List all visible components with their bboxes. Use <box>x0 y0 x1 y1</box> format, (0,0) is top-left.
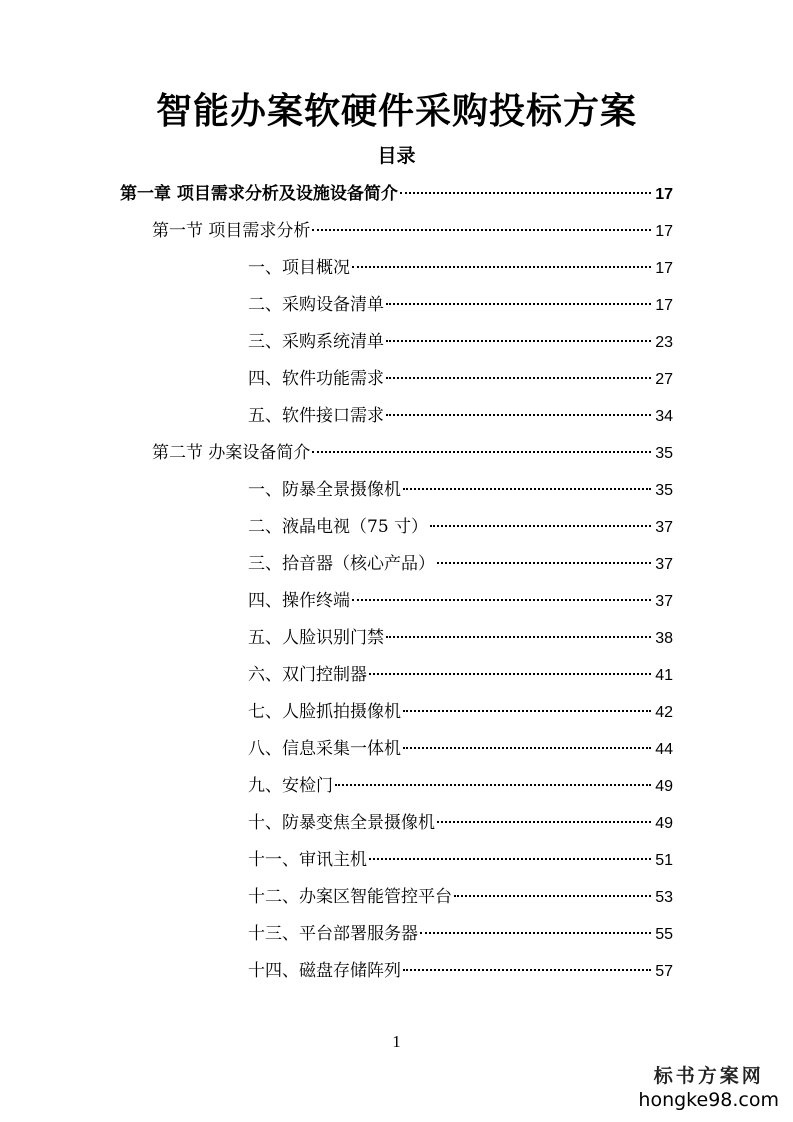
toc-entry-label: 一、防暴全景摄像机 <box>248 480 401 500</box>
toc-entry-item[interactable] <box>248 879 673 916</box>
toc-entry-page: 35 <box>655 482 673 499</box>
watermark-name: 标书方案网 <box>653 1065 764 1087</box>
toc-entry-page: 55 <box>655 926 673 943</box>
toc-entry-item[interactable] <box>248 546 673 583</box>
toc-entry-item[interactable] <box>248 657 673 694</box>
toc-entry-item[interactable] <box>248 398 673 435</box>
dot-leader <box>437 561 651 564</box>
toc-entry-page: 34 <box>655 408 673 425</box>
toc-entry-page: 37 <box>655 519 673 536</box>
toc-entry-page: 27 <box>655 371 673 388</box>
toc-entry-section[interactable] <box>152 435 673 472</box>
toc-entry-label: 六、双门控制器 <box>248 665 367 685</box>
toc-entry-item[interactable] <box>248 250 673 287</box>
toc-entry-page: 17 <box>655 223 673 240</box>
toc-entry-page: 44 <box>655 741 673 758</box>
toc-entry-page: 17 <box>655 186 673 203</box>
toc-entry-page: 35 <box>655 445 673 462</box>
toc-entry-item[interactable] <box>248 731 673 768</box>
dot-leader <box>352 265 651 268</box>
toc-entry-item[interactable] <box>248 361 673 398</box>
toc-entry-page: 49 <box>655 778 673 795</box>
dot-leader <box>437 820 651 823</box>
toc-entry-page: 37 <box>655 593 673 610</box>
toc-entry-item[interactable] <box>248 916 673 953</box>
dot-leader <box>403 709 651 712</box>
dot-leader <box>386 376 651 379</box>
toc-entry-item[interactable] <box>248 768 673 805</box>
toc-entry-label: 九、安检门 <box>248 776 333 796</box>
dot-leader <box>420 931 651 934</box>
toc-entry-label: 五、人脸识别门禁 <box>248 628 384 648</box>
dot-leader <box>312 450 651 453</box>
dot-leader <box>352 598 651 601</box>
toc-entry-item[interactable] <box>248 620 673 657</box>
dot-leader <box>403 487 651 490</box>
toc-heading: 目录 <box>377 145 416 167</box>
dot-leader <box>430 524 651 527</box>
page-number: 1 <box>392 1032 401 1051</box>
toc-entry-item[interactable] <box>248 583 673 620</box>
toc-entry-label: 第二节 办案设备简介 <box>152 443 311 463</box>
dot-leader <box>403 968 651 971</box>
dot-leader <box>386 339 651 342</box>
toc-entry-label: 三、拾音器（核心产品） <box>248 554 435 574</box>
toc-entry-page: 17 <box>655 260 673 277</box>
toc-entry-label: 八、信息采集一体机 <box>248 739 401 759</box>
dot-leader <box>386 413 651 416</box>
dot-leader <box>403 746 651 749</box>
toc-entry-label: 第一章 项目需求分析及设施设备简介 <box>120 184 398 204</box>
toc-entry-item[interactable] <box>248 694 673 731</box>
toc-entry-page: 38 <box>655 630 673 647</box>
toc-entry-page: 57 <box>655 963 673 980</box>
toc-entry-page: 49 <box>655 815 673 832</box>
toc-entry-item[interactable] <box>248 805 673 842</box>
dot-leader <box>369 857 651 860</box>
toc-entry-label: 十、防暴变焦全景摄像机 <box>248 813 435 833</box>
toc-entry-page: 51 <box>655 852 673 869</box>
dot-leader <box>400 191 651 194</box>
dot-leader <box>335 783 651 786</box>
toc-entry-item[interactable] <box>248 842 673 879</box>
dot-leader <box>386 302 651 305</box>
toc-entry-page: 42 <box>655 704 673 721</box>
toc-entry-label: 五、软件接口需求 <box>248 406 384 426</box>
toc-entry-section[interactable] <box>152 213 673 250</box>
toc-entry-label: 二、采购设备清单 <box>248 295 384 315</box>
toc-entry-item[interactable] <box>248 953 673 990</box>
toc-entry-label: 十一、审讯主机 <box>248 850 367 870</box>
toc-entry-label: 十三、平台部署服务器 <box>248 924 418 944</box>
toc-entry-item[interactable] <box>248 287 673 324</box>
toc-entry-label: 二、液晶电视（75 寸） <box>248 517 429 537</box>
toc-entry-label: 四、软件功能需求 <box>248 369 384 389</box>
toc-entry-page: 41 <box>655 667 673 684</box>
toc-entry-page: 53 <box>655 889 673 906</box>
toc-entry-page: 37 <box>655 556 673 573</box>
dot-leader <box>312 228 651 231</box>
toc-entry-label: 第一节 项目需求分析 <box>152 221 311 241</box>
watermark-url: hongke98.com <box>638 1089 779 1111</box>
toc-entry-page: 23 <box>655 334 673 351</box>
dot-leader <box>454 894 651 897</box>
toc-entry-label: 三、采购系统清单 <box>248 332 384 352</box>
toc-entry-label: 十四、磁盘存储阵列 <box>248 961 401 981</box>
toc-entry-label: 四、操作终端 <box>248 591 350 611</box>
toc-entry-item[interactable] <box>248 324 673 361</box>
toc-entry-item[interactable] <box>248 509 673 546</box>
toc-entry-label: 十二、办案区智能管控平台 <box>248 887 452 907</box>
dot-leader <box>369 672 651 675</box>
toc-entry-page: 17 <box>655 297 673 314</box>
toc-entry-label: 七、人脸抓拍摄像机 <box>248 702 401 722</box>
toc-entry-chapter[interactable] <box>120 176 673 213</box>
dot-leader <box>386 635 651 638</box>
document-title: 智能办案软硬件采购投标方案 <box>155 91 637 132</box>
toc-entry-label: 一、项目概况 <box>248 258 350 278</box>
watermark-logo <box>638 1064 779 1112</box>
toc-entry-item[interactable] <box>248 472 673 509</box>
